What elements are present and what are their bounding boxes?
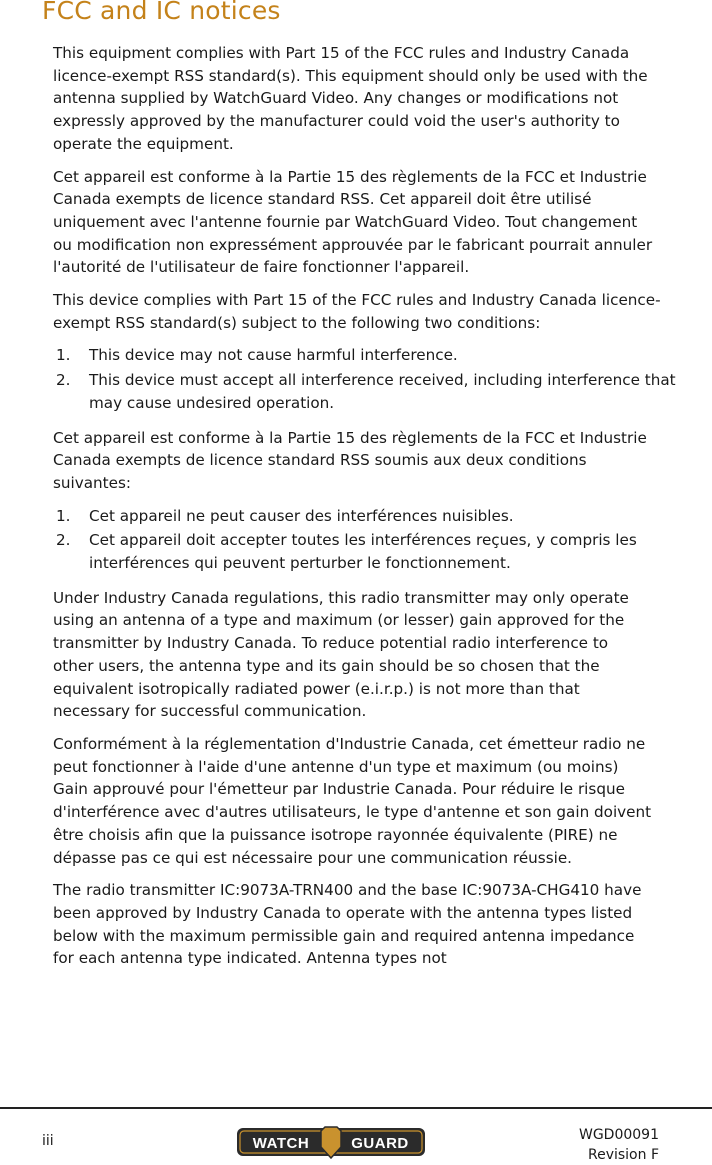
paragraph-conditions-intro-fr: Cet appareil est conforme à la Partie 15 des règlements de la FCC et Industrie Canada exempts de licence standard RSS soumis aux deux conditions suivantes:	[53, 428, 647, 492]
watchguard-logo	[237, 1125, 425, 1163]
watchguard-logo-icon	[237, 1125, 425, 1159]
body-content	[53, 42, 693, 980]
list-number: 2.	[56, 371, 71, 390]
list-item	[53, 369, 693, 414]
conditions-list-en	[53, 344, 693, 414]
svg-text:WATCH: WATCH	[252, 1135, 310, 1152]
list-text: This device must accept all interference received, including interference that may cause undesired operation.	[89, 371, 676, 412]
conditions-list-fr	[53, 505, 693, 575]
list-text: Cet appareil doit accepter toutes les interférences reçues, y compris les interférences qui peuvent perturber le fonctionnement.	[89, 531, 637, 573]
list-text: Cet appareil ne peut causer des interférences nuisibles.	[89, 506, 514, 525]
list-item	[53, 529, 693, 574]
paragraph-fcc-compliance: This equipment complies with Part 15 of the FCC rules and Industry Canada licence-exempt RSS standard(s). This equipment should only be used with the antenna supplied by WatchGuard Video. Any changes or modifications not expressly approved by the manufacturer could void the user's authority to operate the equipment.	[53, 44, 648, 153]
svg-text:GUARD: GUARD	[351, 1135, 409, 1152]
paragraph-transmitter-approval: The radio transmitter IC:9073A-TRN400 and the base IC:9073A-CHG410 have been approved by Industry Canada to operate with the antenna types listed below with the maximum permissible gain and required antenna impedance for each antenna type indicated. Antenna types not	[53, 881, 642, 968]
document-id: WGD00091	[578, 1127, 659, 1143]
list-number: 1.	[56, 506, 71, 525]
list-number: 1.	[56, 346, 71, 365]
paragraph-fcc-compliance-fr: Cet appareil est conforme à la Partie 15 des règlements de la FCC et Industrie Canada exempts de licence standard RSS. Cet appareil doit être utilisé uniquement avec l'antenne fournie par WatchGuard Video. Tout changement ou modification non expressément approuvée par le fabricant pourrait annuler l'autorité de l'utilisateur de faire fonctionner l'appareil.	[53, 167, 653, 277]
revision-label: Revision F	[587, 1147, 659, 1163]
list-number: 2.	[56, 531, 71, 550]
list-text: This device may not cause harmful interference.	[89, 346, 458, 365]
paragraph-ic-regulations: Under Industry Canada regulations, this radio transmitter may only operate using an antenna of a type and maximum (or lesser) gain approved for the transmitter by Industry Canada. To reduce potential radio interference to other users, the antenna type and its gain should be so chosen that the equivalent isotropically radiated power (e.i.r.p.) is not more than that necessary for successful communication.	[53, 588, 629, 721]
page-title: FCC and IC notices	[42, 0, 281, 25]
list-item	[53, 505, 693, 528]
list-item	[53, 344, 693, 367]
page-number: iii	[42, 1133, 54, 1149]
paragraph-ic-regulations-fr: Conformément à la réglementation d'Industrie Canada, cet émetteur radio ne peut fonctionner à l'aide d'une antenne d'un type et maximum (ou moins) Gain approuvé pour l'émetteur par Industrie Canada. Pour réduire le risque d'interférence avec d'autres utilisateurs, le type d'antenne et son gain doivent être choisis afin que la puissance isotrope rayonnée équivalente (PIRE) ne dépasse pas ce qui est nécessaire pour une communication réussie.	[53, 734, 652, 867]
paragraph-conditions-intro: This device complies with Part 15 of the FCC rules and Industry Canada licence-exempt RSS standard(s) subject to the following two conditions:	[53, 291, 661, 332]
footer-divider	[0, 1107, 712, 1109]
document-id-block	[579, 1125, 659, 1165]
